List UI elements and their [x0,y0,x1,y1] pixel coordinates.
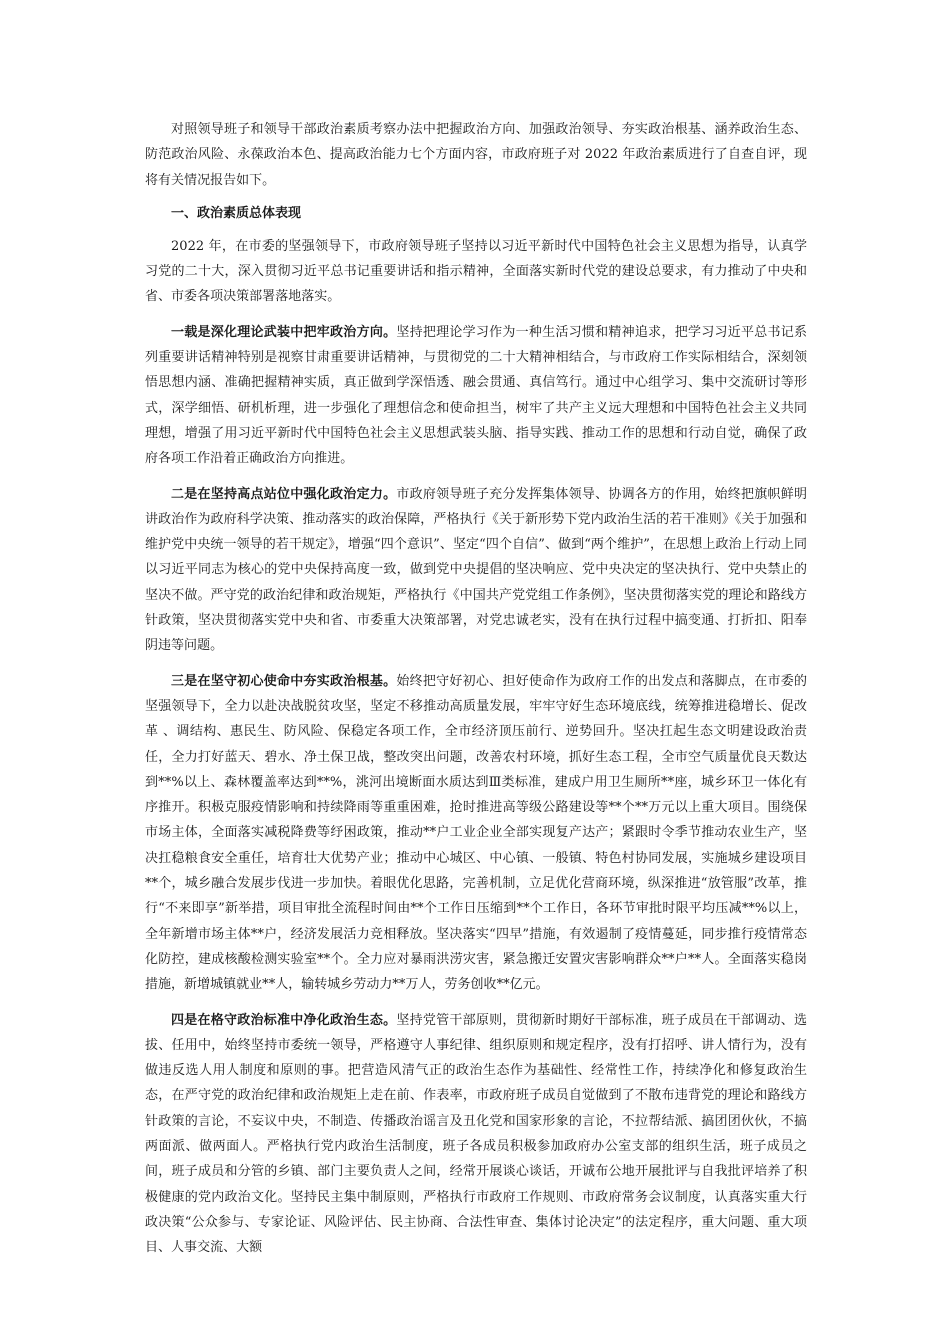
point-one-paragraph [145,320,807,472]
document-page [145,117,807,1260]
section-summary-paragraph: 2022 年，在市委的坚强领导下，市政府领导班子坚持以习近平新时代中国特色社会主义思想为指导，认真学习党的二十大，深入贯彻习近平总书记重要讲话和指示精神，全面落实新时代党的建设总要求，有力推动了中央和省、市委各项决策部署落地落实。 [145,238,807,305]
point-four-lead: 四是在格守政治标准中净化政治生态。 [171,1012,397,1028]
section-heading: 一、政治素质总体表现 [171,205,302,221]
point-three-lead: 三是在坚守初心使命中夯实政治根基。 [171,673,397,689]
point-two-paragraph [145,482,807,659]
point-two-lead: 二是在坚持高点站位中强化政治定力。 [171,486,397,502]
point-three-body: 始终把守好初心、担好使命作为政府工作的出发点和落脚点，在市委的坚强领导下，全力以赴决战脱贫攻坚，坚定不移推动高质量发展，牢牢守好生态环境底线，统筹推进稳增长、促改革 、调结构、惠民生、防风险、保稳定各项工作，全市经济顶压前行、逆势回升。坚决扛起生态文明建设政治责任，全力打好蓝天、碧水、净土保卫战，整改突出问题，改善农村环境，抓好生态工程，全市空气质量优良天数达到**%以上、森林覆盖率达到**%，洮河出境断面水质达到Ⅲ类标准，建成户用卫生厕所**座，城乡环卫一体化有序推开。积极克服疫情影响和持续降雨等重重困难，抢时推进高等级公路建设等**个**万元以上重大项目。围绕保市场主体，全面落实减税降费等纾困政策，推动**户工业企业全部实现复产达产；紧跟时令季节推动农业生产，坚决扛稳粮食安全重任，培育壮大优势产业；推动中心城区、中心镇、一般镇、特色村协同发展，实施城乡建设项目**个，城乡融合发展步伐进一步加快。着眼优化思路，完善机制，立足优化营商环境，纵深推进“放管服”改革，推行“不来即享”新举措，项目审批全流程时间由**个工作日压缩到**个工作日，各环节审批时限平均压减**%以上，全年新增市场主体**户，经济发展活力竞相释放。坚决落实“四早”措施，有效遏制了疫情蔓延，同步推行疫情常态化防控，建成核酸检测实验室**个。全力应对暴雨洪涝灾害，紧急搬迁安置灾害影响群众**户**人。全面落实稳岗措施，新增城镇就业**人，输转城乡劳动力**万人，劳务创收**亿元。 [145,673,808,993]
point-four-paragraph [145,1008,807,1261]
point-one-lead: 一载是深化理论武装中把牢政治方向。 [171,324,397,340]
intro-paragraph: 对照领导班子和领导干部政治素质考察办法中把握政治方向、加强政治领导、夯实政治根基、涵养政治生态、防范政治风险、永葆政治本色、提高政治能力七个方面内容，市政府班子对 2022 年政治素质进行了自查自评，现将有关情况报告如下。 [145,122,807,188]
point-three-paragraph [145,669,807,998]
point-four-body: 坚持党管干部原则，贯彻新时期好干部标准，班子成员在干部调动、选拔、任用中，始终坚持市委统一领导，严格遵守人事纪律、组织原则和规定程序，没有打招呼、讲人情行为，没有做违反选人用人制度和原则的事。把营造风清气正的政治生态作为基础性、经常性工作，持续净化和修复政治生态，在严守党的政治纪律和政治规矩上走在前、作表率，市政府班子成员自觉做到了不散布违背党的理论和路线方针政策的言论，不妄议中央，不制造、传播政治谣言及丑化党和国家形象的言论，不拉帮结派、搞团团伙伙，不搞两面派、做两面人。严格执行党内政治生活制度，班子各成员积极参加政府办公室支部的组织生活，班子成员之间，班子成员和分管的乡镇、部门主要负责人之间，经常开展谈心谈话，开诚布公地开展批评与自我批评培养了积极健康的党内政治文化。坚持民主集中制原则，严格执行市政府工作规则、市政府常务会议制度，认真落实重大行政决策“公众参与、专家论证、风险评估、民主协商、合法性审查、集体讨论决定”的法定程序，重大问题、重大项目、人事交流、大额 [145,1012,808,1256]
point-two-body: 市政府领导班子充分发挥集体领导、协调各方的作用，始终把旗帜鲜明讲政治作为政府科学决策、推动落实的政治保障，严格执行《关于新形势下党内政治生活的若干准则》《关于加强和维护党中央统一领导的若干规定》，增强“四个意识”、坚定“四个自信”、做到“两个维护”，在思想上政治上行动上同以习近平同志为核心的党中央保持高度一致，做到党中央提倡的坚决响应、党中央决定的坚决执行、党中央禁止的坚决不做。严守党的政治纪律和政治规矩，严格执行《中国共产党党组工作条例》，坚决贯彻落实党的理论和路线方针政策，坚决贯彻落实党中央和省、市委重大决策部署，对党忠诚老实，没有在执行过程中搞变通、打折扣、阳奉阴违等问题。 [145,486,808,654]
point-one-body: 坚持把理论学习作为一种生活习惯和精神追求，把学习习近平总书记系列重要讲话精神特别是视察甘肃重要讲话精神，与贯彻党的二十大精神相结合，与市政府工作实际相结合，深刻领悟思想内涵、准确把握精神实质，真正做到学深悟透、融会贯通、真信笃行。通过中心组学习、集中交流研讨等形式，深学细悟、研机析理，进一步强化了理想信念和使命担当，树牢了共产主义远大理想和中国特色社会主义共同理想，增强了用习近平新时代中国特色社会主义思想武装头脑、指导实践、推动工作的思想和行动自觉，确保了政府各项工作沿着正确政治方向推进。 [145,324,808,467]
